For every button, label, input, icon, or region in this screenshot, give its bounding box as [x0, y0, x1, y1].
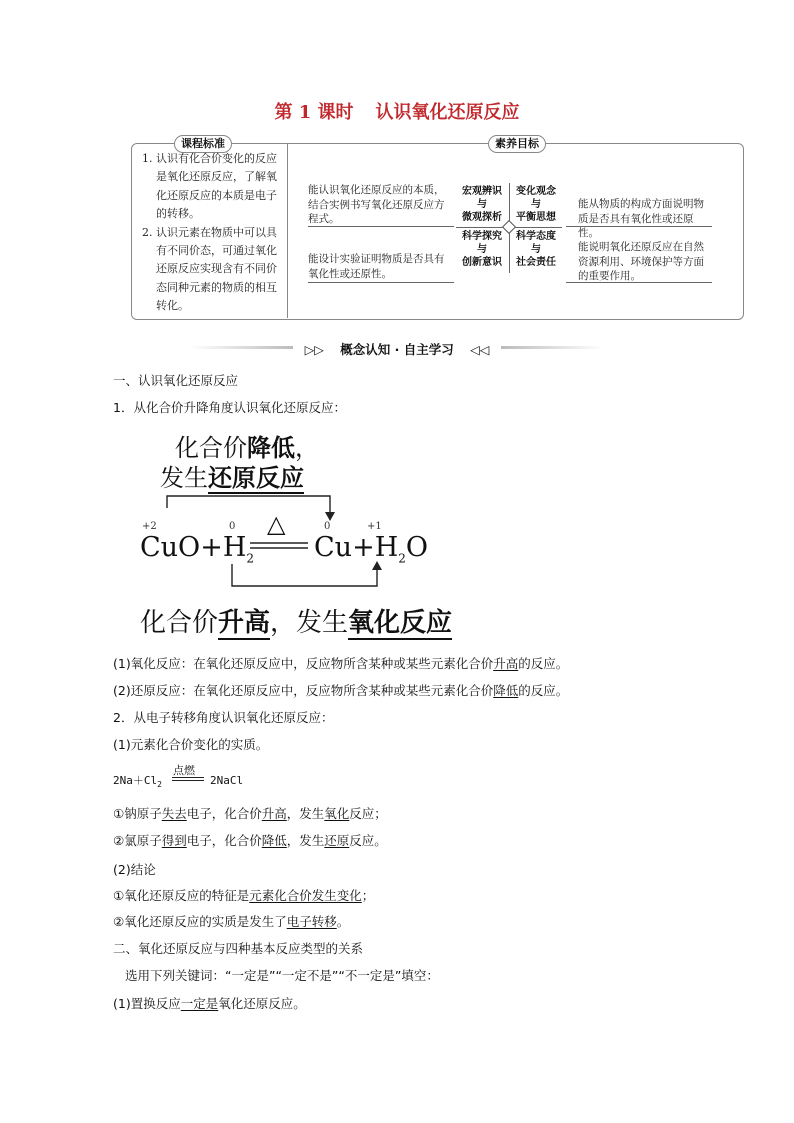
page-title [0, 98, 794, 124]
section2-heading: 二、氧化还原反应与四种基本反应类型的关系 [113, 941, 364, 956]
goal-right-2: 能说明氧化还原反应在自然资源利用、环境保护等方面的重要作用。 [578, 241, 704, 283]
core-quality-3: 科学探究 与 创新意识 [462, 231, 502, 268]
banner-left-icon: ▷▷ [299, 342, 330, 357]
diagram-top-line2: 发生还原反应 [160, 463, 304, 492]
lesson-number: 第 1 课时 [274, 102, 354, 123]
core-quality-2: 变化观念 与 平衡思想 [516, 186, 556, 223]
conclusion-heading: (2)结论 [113, 862, 156, 877]
conclusion-1: ①氧化还原反应的特征是元素化合价发生变化； [113, 888, 375, 903]
standard-item-2: 2. 认识元素在物质中可以具有不同价态，可通过氧化还原反应实现含有不同价态同种元素的物质的相互转化。 [142, 225, 277, 313]
ox-state-cu: +2 [142, 521, 157, 532]
core-quality-1: 宏观辨识 与 微观探析 [462, 186, 502, 223]
core-quality-4: 科学态度 与 社会责任 [516, 231, 556, 268]
section1-sub2-1: (1)元素化合价变化的实质。 [113, 737, 269, 752]
nacl-eq-line-2 [172, 780, 204, 781]
ox-state-cu-product: 0 [324, 521, 331, 532]
goal-right-2-line [566, 282, 712, 283]
conclusion-2: ②氧化还原反应的实质是发生了电子转移。 [113, 914, 350, 929]
nacl-eq-line-1 [172, 777, 204, 778]
def-oxidation: (1)氧化反应：在氧化还原反应中，反应物所含某种或某些元素化合价升高的反应。 [113, 656, 569, 671]
cl-atom-line: ②氯原子得到电子，化合价降低，发生还原反应。 [113, 833, 387, 848]
goal-left-1: 能认识氧化还原反应的本质，结合实例书写氧化还原反应方程式。 [308, 184, 445, 226]
goal-left-1-line [308, 226, 454, 227]
section1-sub2: 2．从电子转移角度认识氧化还原反应： [113, 710, 334, 725]
goals-tag: 素养目标 [488, 135, 546, 153]
diagram-top-line1: 化合价降低， [175, 433, 319, 462]
section2-instruction: 选用下列关键词：“一定是”“一定不是”“不一定是”填空： [125, 968, 439, 983]
objectives-divider [287, 143, 288, 318]
diagram-bottom-line: 化合价升高，发生氧化反应 [140, 608, 453, 638]
goal-right-1-line [566, 226, 712, 227]
standards-list [142, 150, 282, 316]
goal-left-2: 能设计实验证明物质是否具有氧化性或还原性。 [308, 253, 445, 280]
ox-state-h-product: +1 [367, 521, 382, 532]
section1-heading: 一、认识氧化还原反应 [113, 373, 239, 388]
goal-left-2-line [308, 282, 454, 283]
nacl-equation: $2Na+Cl_2$ 2NaCl [113, 774, 244, 790]
heat-symbol: △ [267, 510, 286, 538]
standard-item-1: 1. 认识有化合价变化的反应是氧化还原反应，了解氧化还原反应的本质是电子的转移。 [142, 152, 277, 221]
nacl-condition: 点燃 [173, 764, 195, 777]
def-reduction: (2)还原反应：在氧化还原反应中，反应物所含某种或某些元素化合价降低的反应。 [113, 683, 569, 698]
lesson-topic: 认识氧化还原反应 [375, 102, 520, 123]
section1-sub1: 1．从化合价升降角度认识氧化还原反应： [113, 400, 346, 415]
banner-label: 概念认知 · 自主学习 [334, 342, 459, 357]
goal-right-1: 能从物质的构成方面说明物质是否具有氧化性或还原性。 [578, 198, 704, 240]
section-banner [0, 340, 794, 358]
standards-tag: 课程标准 [174, 135, 232, 153]
na-atom-line: ①钠原子失去电子，化合价升高，发生氧化反应； [113, 806, 387, 821]
section2-q1: (1)置换反应一定是氧化还原反应。 [113, 996, 306, 1011]
ox-state-h: 0 [229, 521, 236, 532]
reaction-equation: $CuO+H_2$ $Cu+H_2O$ [140, 532, 429, 566]
banner-right-icon: ◁◁ [464, 342, 495, 357]
